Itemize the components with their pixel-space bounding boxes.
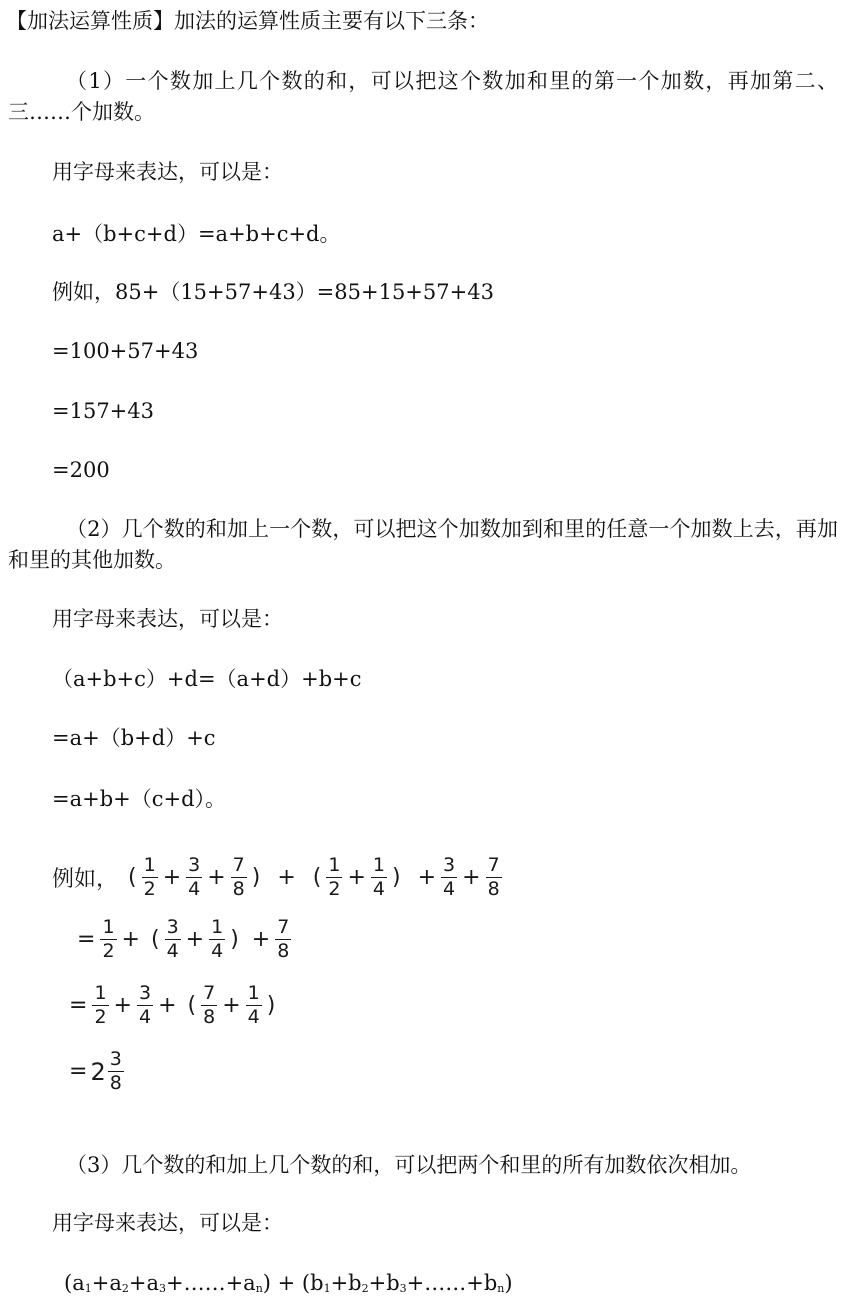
fraction-three-quarters: $\frac{3}{4}$ xyxy=(443,854,456,900)
fraction-three-quarters: $\frac{3}{4}$ xyxy=(188,854,201,900)
rule-2-formula-line-3: =a+b+（c+d）。 xyxy=(52,787,227,811)
fraction-example-line-3: = $\frac{1}{2}$ + $\frac{3}{4}$ + ( $\frac{7}{8}$ + $\frac{1}{4}$ ) xyxy=(69,982,276,1028)
fraction-one-quarter: $\frac{1}{4}$ xyxy=(372,854,386,900)
fraction-one-half: $\frac{1}{2}$ xyxy=(102,916,115,962)
fraction-one-half: $\frac{1}{2}$ xyxy=(328,854,341,900)
rule-2-formula-line-2: =a+（b+d）+c xyxy=(52,726,216,750)
rule-1-text: （1）一个数加上几个数的和，可以把这个数加和里的第一个加数，再加第二、三……个加数。 xyxy=(8,69,838,124)
fraction-seven-eighths: $\frac{7}{8}$ xyxy=(232,854,245,900)
rule-1-letters-intro: 用字母来表达，可以是： xyxy=(52,160,283,184)
rule-2-letters-intro: 用字母来表达，可以是： xyxy=(52,607,283,631)
fraction-one-half: $\frac{1}{2}$ xyxy=(94,982,107,1028)
rule-3-letters-intro: 用字母来表达，可以是： xyxy=(52,1211,283,1235)
fraction-one-quarter: $\frac{1}{4}$ xyxy=(247,982,260,1028)
fraction-three-quarters: $\frac{3}{4}$ xyxy=(138,982,152,1028)
rule-2-text: （2）几个数的和加上一个数，可以把这个加数加到和里的任意一个加数上去，再加和里的其他加数。 xyxy=(8,517,838,572)
rule-1-example-line-1: 例如，85+（15+57+43）=85+15+57+43 xyxy=(52,280,494,304)
fraction-three-eighths: $\frac{3}{8}$ xyxy=(109,1048,122,1094)
fraction-seven-eighths: $\frac{7}{8}$ xyxy=(203,982,216,1028)
rule-3-text: （3）几个数的和加上几个数的和，可以把两个和里的所有加数依次相加。 xyxy=(66,1153,752,1177)
rule-1-example-line-2: =100+57+43 xyxy=(52,339,199,363)
rule-1-formula: a+（b+c+d）=a+b+c+d。 xyxy=(52,222,341,246)
fraction-example-line-4: = 2 $\frac{3}{8}$ xyxy=(69,1048,122,1094)
rule-1-example-line-3: =157+43 xyxy=(52,399,154,423)
fraction-three-quarters: $\frac{3}{4}$ xyxy=(166,916,179,962)
rule-1-example-line-4: =200 xyxy=(52,458,110,482)
document-heading: 【加法运算性质】加法的运算性质主要有以下三条： xyxy=(6,9,489,33)
mixed-number-whole: 2 xyxy=(90,1057,106,1086)
rule-2-formula-line-1: （a+b+c）+d=（a+d）+b+c xyxy=(52,667,362,691)
fraction-example-line-1: 例如， ( $\frac{1}{2}$ + $\frac{3}{4}$ + $\frac{7}{8}$ ) + ( $\frac{1}{2}$ + $\frac{1}{4}$ ) + $\frac{3}{4}$ + $\frac{7}{8}$ xyxy=(52,854,500,900)
fraction-seven-eighths: $\frac{7}{8}$ xyxy=(277,916,290,962)
rule-3-formula: $(a_1+a_2+a_3+\dots\dots+a_n)$ + $(b_1+b_2+b_3+\dots\dots+b_n)$ xyxy=(64,1271,513,1295)
fraction-one-quarter: $\frac{1}{4}$ xyxy=(211,916,224,962)
fraction-example-line-2: = $\frac{1}{2}$ + ( $\frac{3}{4}$ + $\frac{1}{4}$ ) + $\frac{7}{8}$ xyxy=(77,916,290,962)
fraction-seven-eighths: $\frac{7}{8}$ xyxy=(487,854,500,900)
fraction-one-half: $\frac{1}{2}$ xyxy=(143,854,156,900)
example-prefix: 例如， xyxy=(52,867,119,892)
